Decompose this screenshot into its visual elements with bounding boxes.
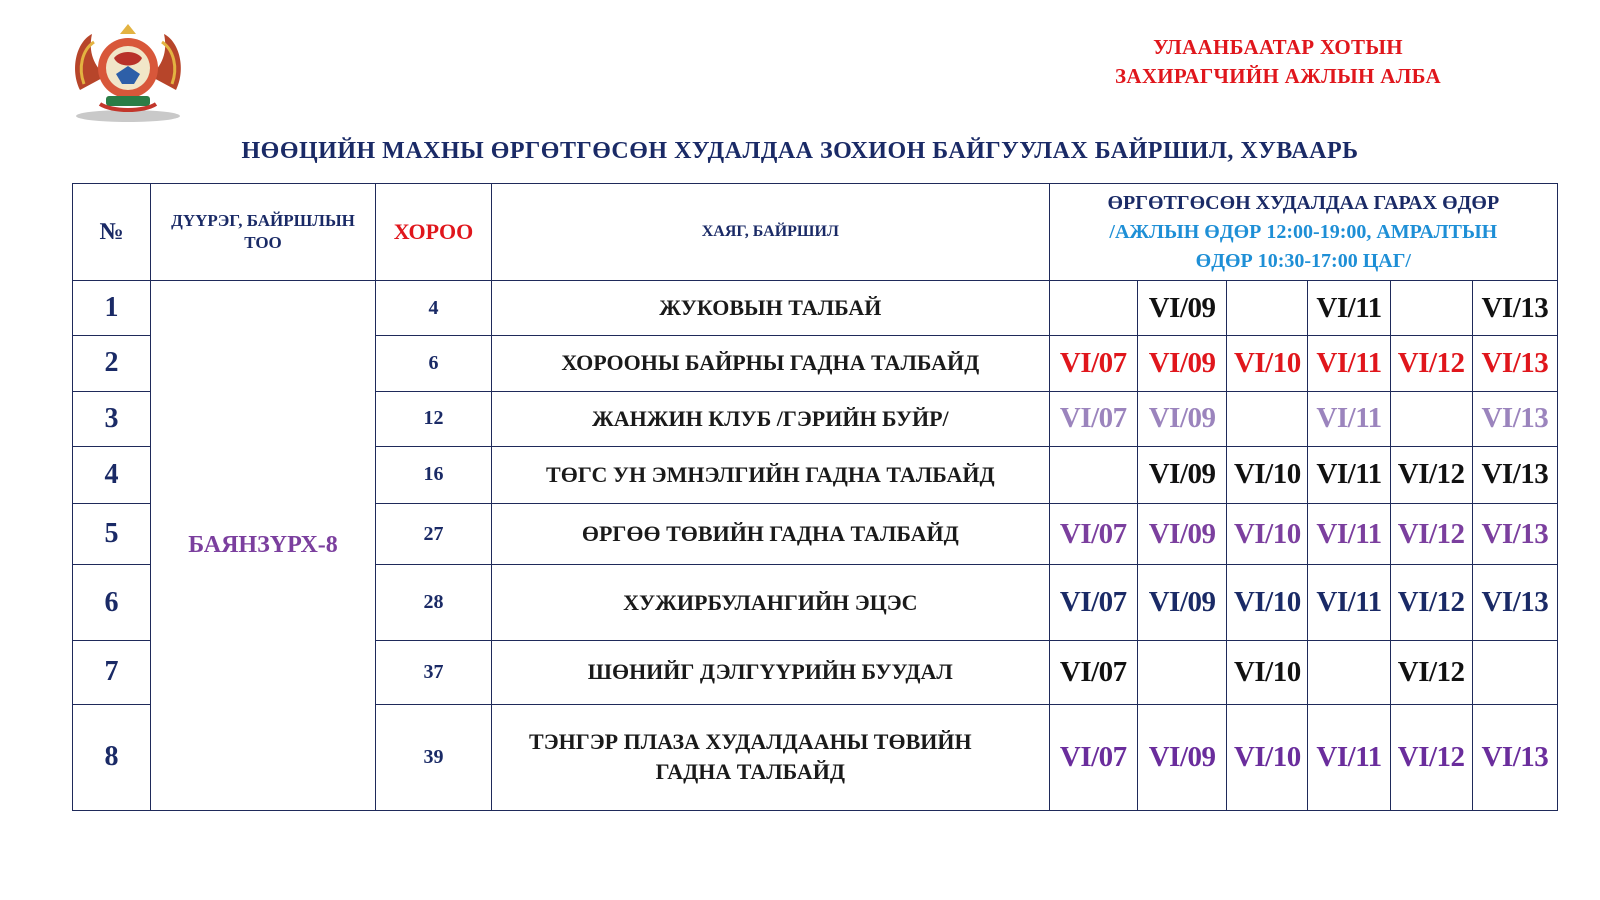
- khoroo-cell: 12: [375, 391, 491, 446]
- date-cell: VI/13: [1472, 336, 1557, 391]
- header-district: ДҮҮРЭГ, БАЙРШЛЫН ТОО: [151, 184, 376, 281]
- khoroo-cell: 37: [375, 641, 491, 704]
- date-cell: VI/13: [1472, 565, 1557, 641]
- date-cell: VI/11: [1308, 565, 1390, 641]
- date-cell: VI/12: [1390, 504, 1472, 565]
- page-title: НӨӨЦИЙН МАХНЫ ӨРГӨТГӨСӨН ХУДАЛДАА ЗОХИОН БАЙГУУЛАХ БАЙРШИЛ, ХУВААРЬ: [241, 138, 1359, 164]
- organization-line-1: УЛААНБААТАР ХОТЫН: [1153, 35, 1403, 59]
- date-cell: [1390, 391, 1472, 446]
- address-cell: ХУЖИРБУЛАНГИЙН ЭЦЭС: [492, 565, 1050, 641]
- khoroo-cell: 27: [375, 504, 491, 565]
- address-cell: ШӨНИЙГ ДЭЛГҮҮРИЙН БУУДАЛ: [492, 641, 1050, 704]
- organization-name: [1068, 33, 1488, 91]
- state-emblem-icon: [66, 20, 190, 124]
- date-cell: VI/09: [1137, 336, 1226, 391]
- date-cell: VI/10: [1227, 565, 1308, 641]
- organization-line-2: ЗАХИРАГЧИЙН АЖЛЫН АЛБА: [1114, 64, 1442, 88]
- header-dates-line-1: ӨРГӨТГӨСӨН ХУДАЛДАА ГАРАХ ӨДӨР: [1107, 191, 1500, 214]
- date-cell: VI/13: [1472, 704, 1557, 810]
- date-cell: VI/11: [1308, 391, 1390, 446]
- date-cell: VI/10: [1227, 641, 1308, 704]
- date-cell: VI/07: [1049, 391, 1137, 446]
- date-cell: VI/09: [1137, 565, 1226, 641]
- date-cell: VI/12: [1390, 565, 1472, 641]
- date-cell: VI/11: [1308, 281, 1390, 336]
- row-number: 4: [73, 446, 151, 503]
- district-cell: БАЯНЗҮРХ-8: [151, 281, 376, 811]
- date-cell: VI/09: [1137, 504, 1226, 565]
- address-cell: ТӨГС УН ЭМНЭЛГИЙН ГАДНА ТАЛБАЙД: [492, 446, 1050, 503]
- date-cell: VI/07: [1049, 336, 1137, 391]
- date-cell: VI/11: [1308, 704, 1390, 810]
- address-cell: ХОРООНЫ БАЙРНЫ ГАДНА ТАЛБАЙД: [492, 336, 1050, 391]
- row-number: 3: [73, 391, 151, 446]
- row-number: 8: [73, 704, 151, 810]
- date-cell: VI/13: [1472, 446, 1557, 503]
- date-cell: VI/09: [1137, 281, 1226, 336]
- header-khoroo: ХОРОО: [375, 184, 491, 281]
- date-cell: [1472, 641, 1557, 704]
- date-cell: [1049, 281, 1137, 336]
- date-cell: VI/10: [1227, 704, 1308, 810]
- row-number: 1: [73, 281, 151, 336]
- date-cell: VI/10: [1227, 336, 1308, 391]
- header-dates-line-2: /АЖЛЫН ӨДӨР 12:00-19:00, АМРАЛТЫН: [1109, 220, 1498, 243]
- header-row: [73, 184, 1558, 281]
- row-number: 7: [73, 641, 151, 704]
- khoroo-cell: 4: [375, 281, 491, 336]
- khoroo-cell: 28: [375, 565, 491, 641]
- date-cell: VI/10: [1227, 446, 1308, 503]
- date-cell: VI/13: [1472, 281, 1557, 336]
- row-number: 2: [73, 336, 151, 391]
- date-cell: VI/13: [1472, 391, 1557, 446]
- date-cell: VI/11: [1308, 336, 1390, 391]
- date-cell: VI/12: [1390, 336, 1472, 391]
- address-cell: ЖУКОВЫН ТАЛБАЙ: [492, 281, 1050, 336]
- khoroo-cell: 6: [375, 336, 491, 391]
- date-cell: [1390, 281, 1472, 336]
- date-cell: VI/12: [1390, 641, 1472, 704]
- header-no: №: [73, 184, 151, 281]
- date-cell: VI/12: [1390, 446, 1472, 503]
- address-cell: ЖАНЖИН КЛУБ /ГЭРИЙН БУЙР/: [492, 391, 1050, 446]
- date-cell: VI/11: [1308, 504, 1390, 565]
- date-cell: VI/10: [1227, 504, 1308, 565]
- schedule-table: [72, 183, 1558, 811]
- date-cell: VI/09: [1137, 391, 1226, 446]
- date-cell: VI/09: [1137, 446, 1226, 503]
- date-cell: VI/09: [1137, 704, 1226, 810]
- date-cell: VI/13: [1472, 504, 1557, 565]
- header-address: ХАЯГ, БАЙРШИЛ: [492, 184, 1050, 281]
- date-cell: VI/11: [1308, 446, 1390, 503]
- khoroo-cell: 39: [375, 704, 491, 810]
- table-row: [73, 281, 1558, 336]
- address-cell: ӨРГӨӨ ТӨВИЙН ГАДНА ТАЛБАЙД: [492, 504, 1050, 565]
- date-cell: VI/12: [1390, 704, 1472, 810]
- date-cell: [1137, 641, 1226, 704]
- address-cell: ТЭНГЭР ПЛАЗА ХУДАЛДААНЫ ТӨВИЙН ГАДНА ТАЛБАЙД: [492, 704, 1050, 810]
- date-cell: [1227, 391, 1308, 446]
- date-cell: VI/07: [1049, 565, 1137, 641]
- khoroo-cell: 16: [375, 446, 491, 503]
- row-number: 6: [73, 565, 151, 641]
- row-number: 5: [73, 504, 151, 565]
- date-cell: VI/07: [1049, 704, 1137, 810]
- date-cell: VI/07: [1049, 641, 1137, 704]
- date-cell: VI/07: [1049, 504, 1137, 565]
- header-dates: [1049, 184, 1557, 281]
- date-cell: [1227, 281, 1308, 336]
- date-cell: [1308, 641, 1390, 704]
- date-cell: [1049, 446, 1137, 503]
- header-dates-line-3: ӨДӨР 10:30-17:00 ЦАГ/: [1195, 249, 1411, 272]
